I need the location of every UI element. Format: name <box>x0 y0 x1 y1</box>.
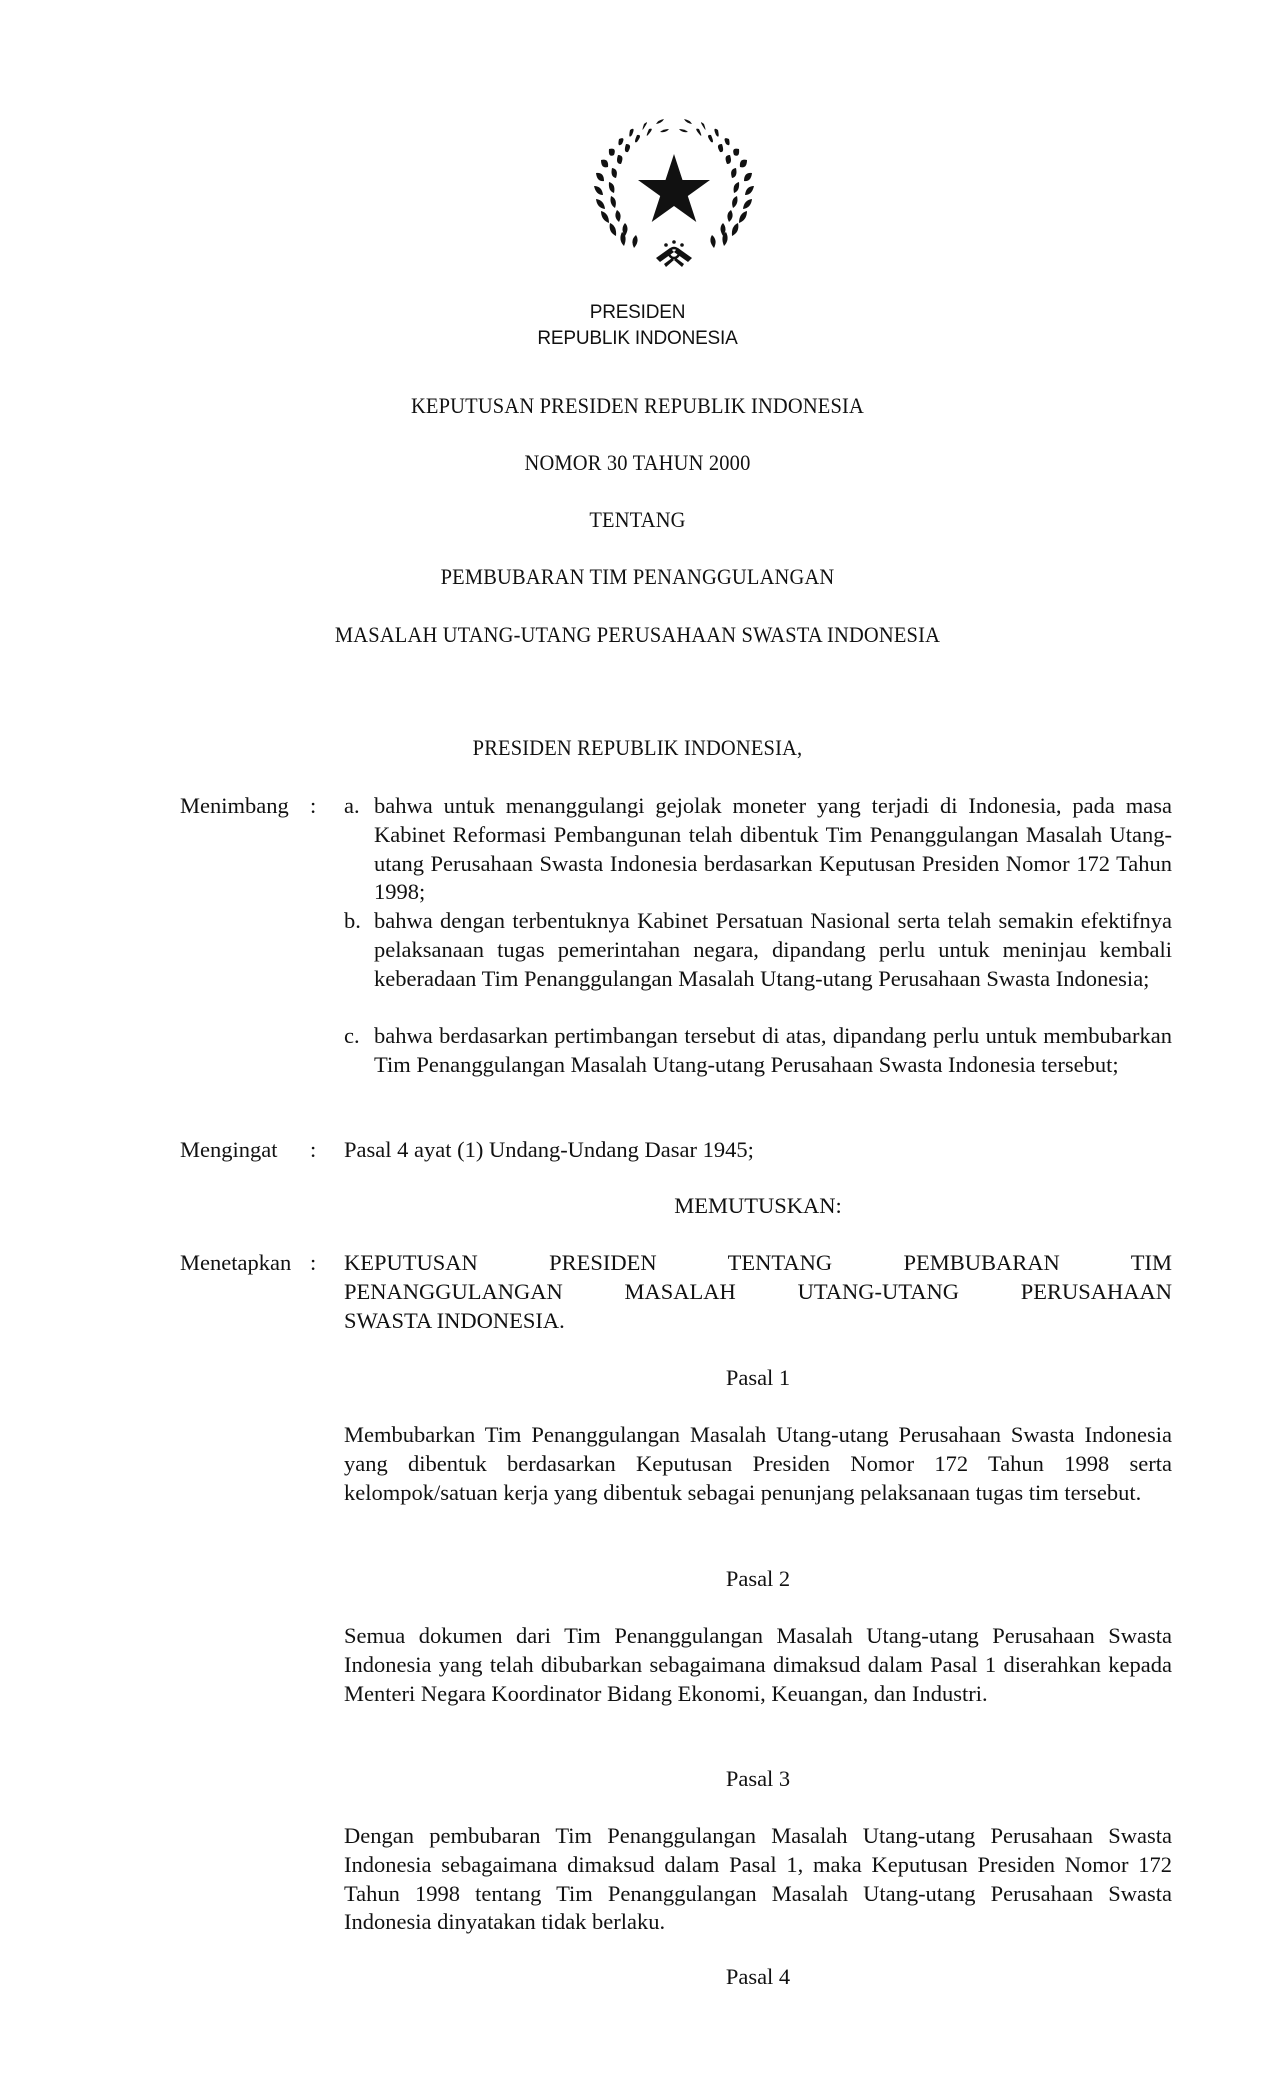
pasal-4-heading: Pasal 4 <box>725 1964 791 1989</box>
menimbang-item-a <box>344 792 1172 907</box>
menimbang-item-b <box>344 907 1172 993</box>
pasal-1-heading: Pasal 1 <box>725 1365 791 1390</box>
mengingat-label: Mengingat <box>180 1137 278 1162</box>
menimbang-item-text: bahwa dengan terbentuknya Kabinet Persatuan Nasional serta telah semakin efektifnya pelaksanaan tugas pemerintahan negara, dipandang perlu untuk meninjau kembali keberadaan Tim Penanggulangan Masalah Utang-utang Perusahaan Swasta Indonesia; <box>374 908 1172 991</box>
pasal-3-text: Dengan pembubaran Tim Penanggulangan Masalah Utang-utang Perusahaan Swasta Indonesia sebagaimana dimaksud dalam Pasal 1, maka Keputusan Presiden Nomor 172 Tahun 1998 tentang Tim Penanggulangan Masalah Utang-utang Perusahaan Swasta Indonesia dinyatakan tidak berlaku. <box>344 1823 1172 1935</box>
seal-line-presiden: PRESIDEN <box>589 302 686 323</box>
menimbang-item-text: bahwa untuk menanggulangi gejolak moneter yang terjadi di Indonesia, pada masa Kabinet Reformasi Pembangunan telah dibentuk Tim Penanggulangan Masalah Utang-utang Perusahaan Swasta Indonesia berdasarkan Keputusan Presiden Nomor 172 Tahun 1998; <box>374 793 1172 905</box>
menimbang-colon: : <box>310 793 317 818</box>
mengingat-text: Pasal 4 ayat (1) Undang-Undang Dasar 1945; <box>344 1137 754 1162</box>
menimbang-label-text: Menimbang <box>180 793 289 818</box>
pasal-2-heading: Pasal 2 <box>725 1566 791 1591</box>
title-line-tentang: TENTANG <box>589 507 686 532</box>
mengingat-colon: : <box>310 1137 317 1162</box>
menetapkan-label: Menetapkan <box>180 1250 292 1275</box>
menimbang-label <box>180 792 310 821</box>
menimbang-item-c <box>344 1022 1172 1080</box>
title-line-subject-1: PEMBUBARAN TIM PENANGGULANGAN <box>440 564 835 589</box>
star-icon <box>638 154 710 222</box>
title-line-subject-2: MASALAH UTANG-UTANG PERUSAHAAN SWASTA INDONESIA <box>334 622 941 647</box>
presidential-seal-emblem <box>594 118 754 280</box>
menimbang-item-letter: b. <box>344 908 361 933</box>
seal-caption <box>0 300 1275 352</box>
menetapkan-line-2: PENANGGULANGAN MASALAH UTANG-UTANG PERUSAHAAN <box>344 1278 1172 1304</box>
memutuskan-heading: MEMUTUSKAN: <box>674 1193 842 1218</box>
title-line-keputusan: KEPUTUSAN PRESIDEN REPUBLIK INDONESIA <box>410 393 865 418</box>
pasal-1-text: Membubarkan Tim Penanggulangan Masalah Utang-utang Perusahaan Swasta Indonesia yang dibentuk berdasarkan Keputusan Presiden Nomor 172 Tahun 1998 serta kelompok/satuan kerja yang dibentuk sebagai penunjang pelaksanaan tugas tim tersebut. <box>344 1422 1172 1505</box>
title-line-nomor: NOMOR 30 TAHUN 2000 <box>524 450 751 475</box>
menetapkan-text <box>344 1249 1172 1335</box>
menetapkan-line-3: SWASTA INDONESIA. <box>344 1307 565 1333</box>
pasal-2-text: Semua dokumen dari Tim Penanggulangan Masalah Utang-utang Perusahaan Swasta Indonesia yang telah dibubarkan sebagaimana dimaksud dalam Pasal 1 diserahkan kepada Menteri Negara Koordinator Bidang Ekonomi, Keuangan, dan Industri. <box>344 1623 1172 1706</box>
menimbang-item-letter: a. <box>344 793 360 818</box>
preamble: PRESIDEN REPUBLIK INDONESIA, <box>472 735 803 760</box>
pasal-3-heading: Pasal 3 <box>725 1766 791 1791</box>
menetapkan-line-1: KEPUTUSAN PRESIDEN TENTANG PEMBUBARAN TIM <box>344 1250 1172 1275</box>
menimbang-item-letter: c. <box>344 1023 360 1048</box>
seal-line-republik-indonesia: REPUBLIK INDONESIA <box>537 328 738 349</box>
menimbang-item-text: bahwa berdasarkan pertimbangan tersebut di atas, dipandang perlu untuk membubarkan Tim Penanggulangan Masalah Utang-utang Perusahaan Swasta Indonesia tersebut; <box>374 1023 1172 1077</box>
menetapkan-colon: : <box>310 1250 317 1275</box>
